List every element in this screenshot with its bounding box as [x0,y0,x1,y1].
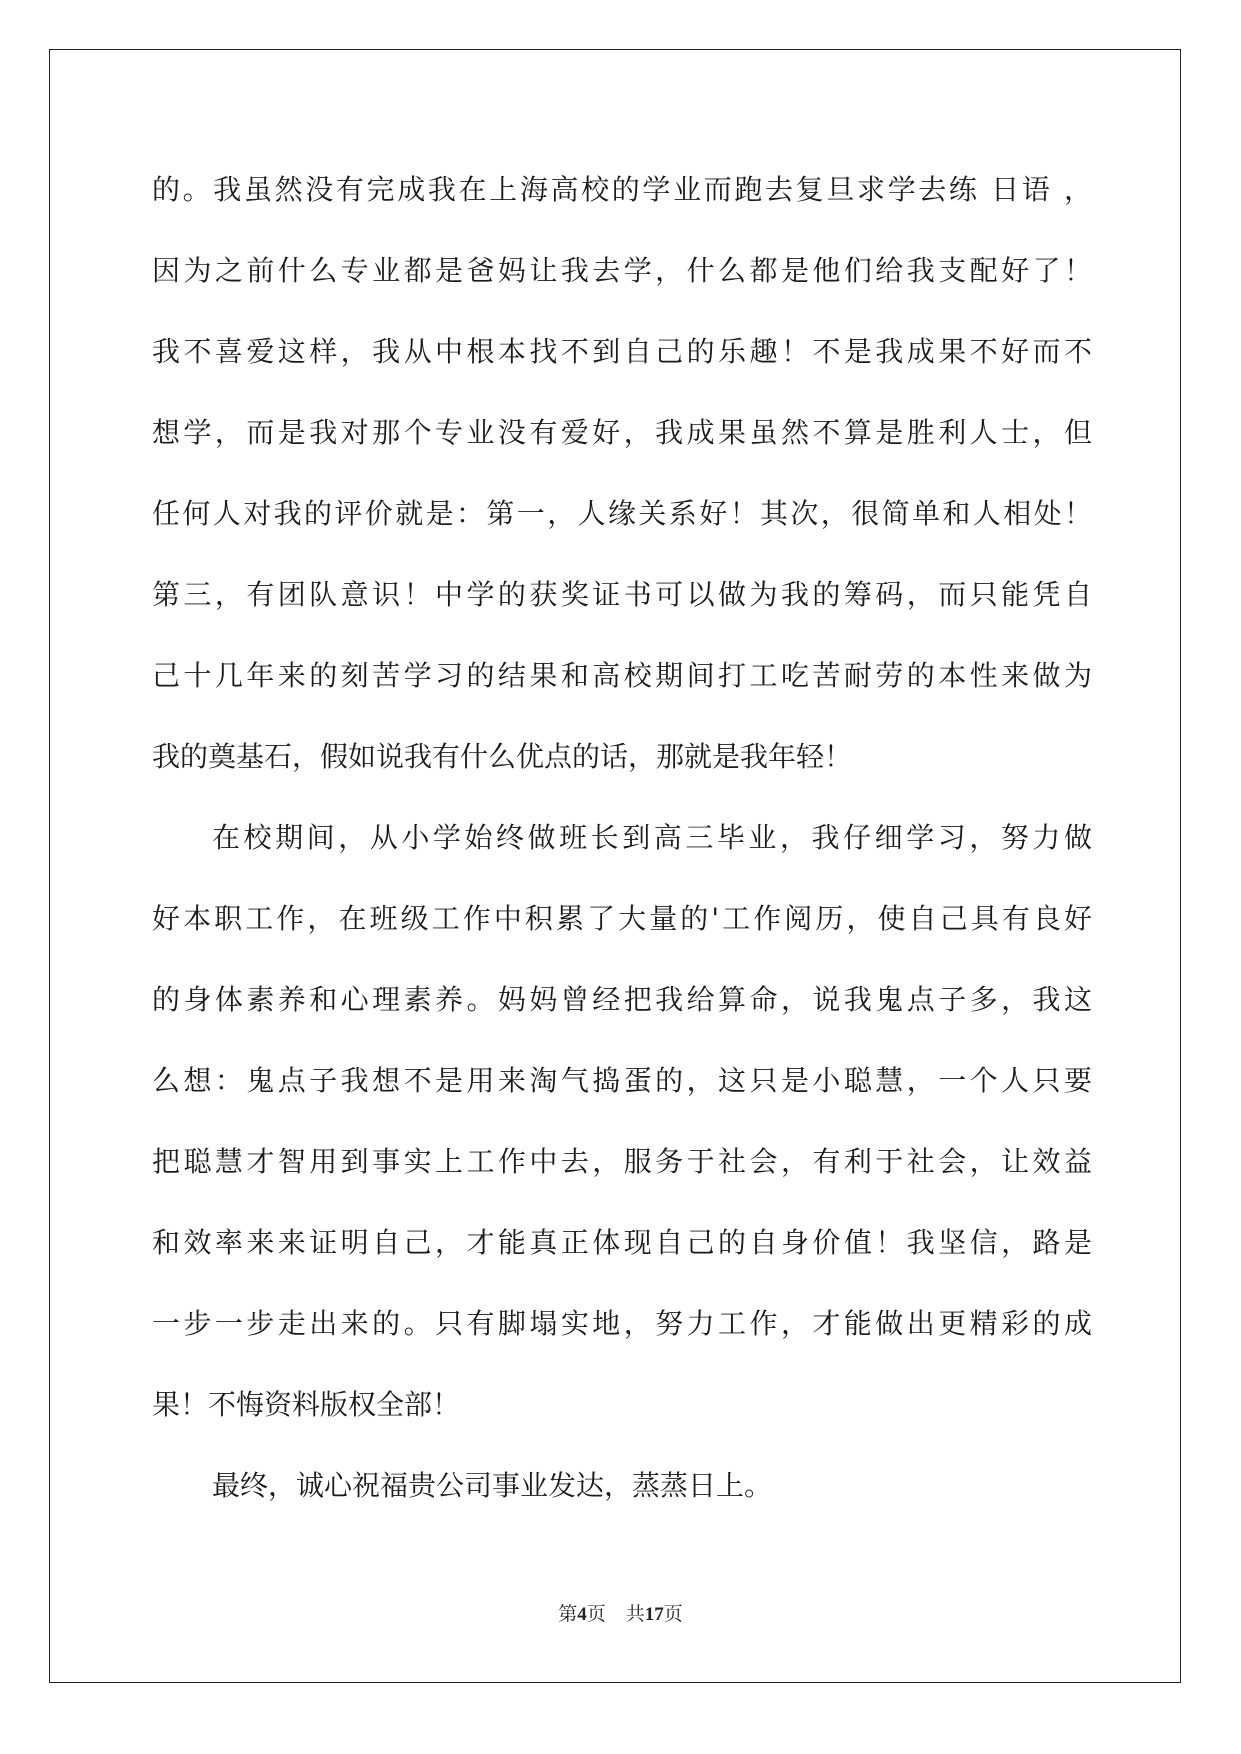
text-line: 一步一步走出来的。只有脚塌实地，努力工作，才能做出更精彩的成 [152,1307,1092,1340]
page-prefix: 第 [558,1604,578,1625]
text-line: 第三，有团队意识！中学的获奖证书可以做为我的筹码，而只能凭自 [152,578,1092,611]
text-line: 我不喜爱这样，我从中根本找不到自己的乐趣！不是我成果不好而不 [152,335,1092,368]
text-line: 的。我虽然没有完成我在上海高校的学业而跑去复旦求学去练 日语 ， [152,173,1092,206]
text-line: 么想：鬼点子我想不是用来淘气捣蛋的，这只是小聪慧，一个人只要 [152,1064,1092,1097]
text-line: 把聪慧才智用到事实上工作中去，服务于社会，有利于社会，让效益 [152,1145,1092,1178]
page-suffix: 页 [586,1604,606,1625]
text-line: 想学，而是我对那个专业没有爱好，我成果虽然不算是胜利人士，但 [152,416,1092,449]
total-pages: 17 [644,1604,664,1625]
text-line: 的身体素养和心理素养。妈妈曾经把我给算命，说我鬼点子多，我这 [152,983,1092,1016]
text-line: 最终，诚心祝福贵公司事业发达，蒸蒸日上。 [212,1469,773,1502]
page-number: 4 [577,1604,587,1625]
page-footer [0,1600,1241,1630]
text-line: 好本职工作，在班级工作中积累了大量的'工作阅历，使自己具有良好 [152,902,1092,935]
text-line: 任何人对我的评价就是：第一，人缘关系好！其次，很简单和人相处！ [152,497,1092,530]
total-prefix: 共 [625,1604,645,1625]
text-line: 己十几年来的刻苦学习的结果和高校期间打工吃苦耐劳的本性来做为 [152,659,1092,692]
text-line: 在校期间，从小学始终做班长到高三毕业，我仔细学习，努力做 [212,821,1092,854]
text-line: 我的奠基石，假如说我有什么优点的话，那就是我年轻！ [152,740,853,773]
text-line: 果！不悔资料版权全部！ [152,1388,461,1421]
text-line: 因为之前什么专业都是爸妈让我去学，什么都是他们给我支配好了！ [152,254,1092,287]
total-suffix: 页 [663,1604,683,1625]
text-line: 和效率来来证明自己，才能真正体现自己的自身价值！我坚信，路是 [152,1226,1092,1259]
